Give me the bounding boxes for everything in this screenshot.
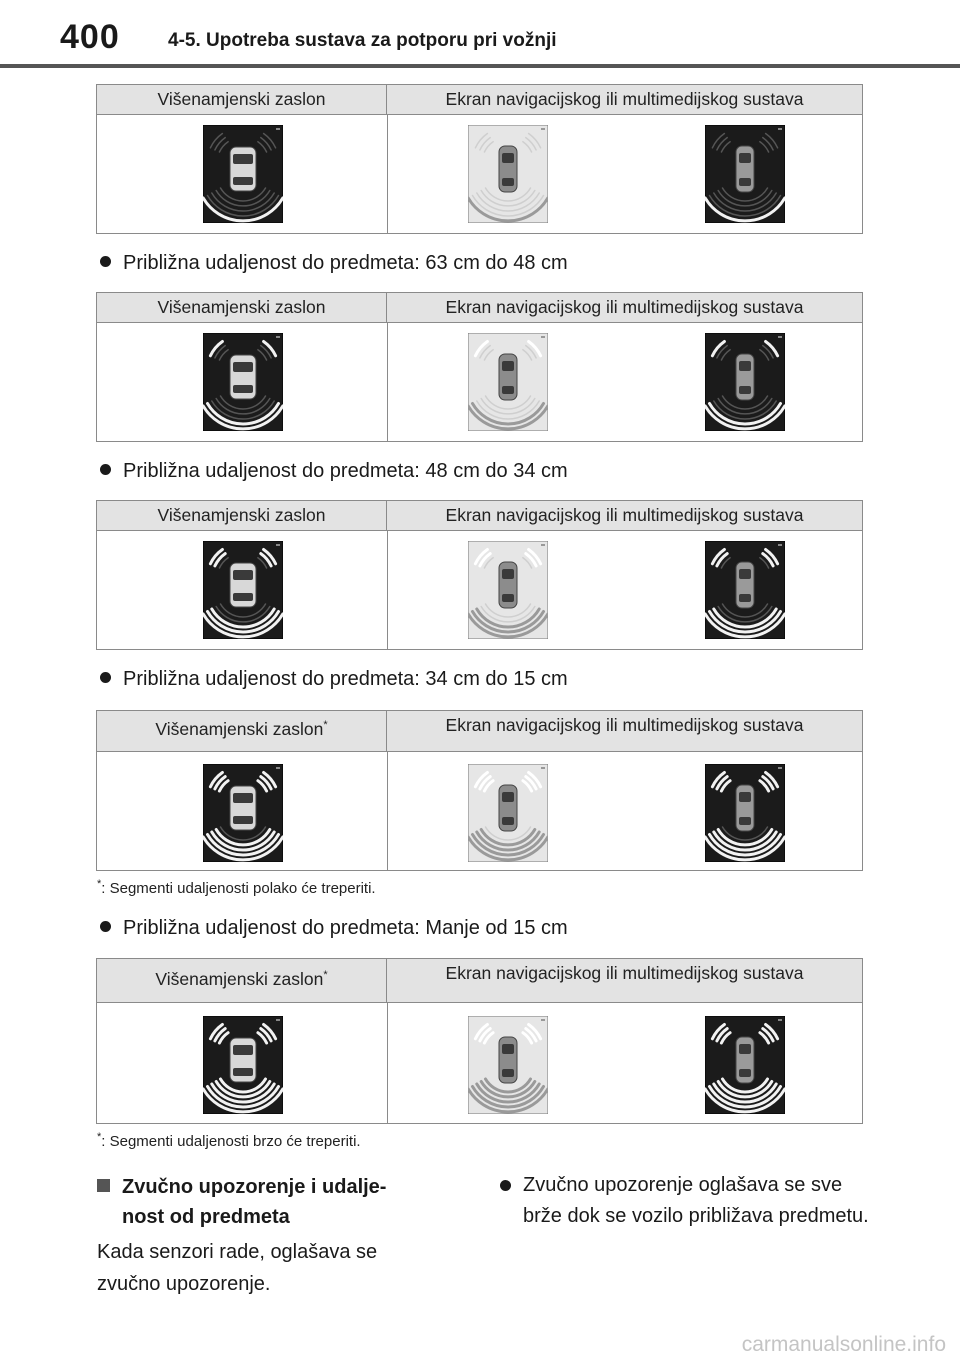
bullet-dot	[500, 1180, 511, 1191]
table-header-multi-display: Višenamjenski zaslon*	[97, 959, 387, 1002]
display-table-5	[96, 958, 863, 1124]
buzzer-bullet: Zvučno upozorenje oglašava se sve brže dok se vozilo približava predmetu.	[500, 1170, 880, 1232]
multi-display-image	[203, 125, 283, 223]
nav-dark-display-image	[705, 764, 785, 862]
table-header-multi-display: Višenamjenski zaslon	[97, 85, 387, 114]
nav-dark-display-image	[705, 333, 785, 431]
multi-display-image	[203, 333, 283, 431]
bullet-dot	[100, 672, 111, 683]
table-header-nav-display: Ekran navigacijskog ili multimedijskog sustava	[445, 89, 804, 109]
table-header-nav-display: Ekran navigacijskog ili multimedijskog sustava	[445, 715, 804, 735]
table-header-multi-display: Višenamjenski zaslon	[97, 501, 387, 530]
bullet-dot	[100, 921, 111, 932]
nav-dark-display-image	[705, 125, 785, 223]
footnote-slow-blink: *: Segmenti udaljenosti polako će treperiti.	[97, 878, 376, 897]
multi-display-image	[203, 764, 283, 862]
square-bullet-icon	[97, 1179, 110, 1192]
nav-light-display-image	[468, 1016, 548, 1114]
section-title: 4-5. Upotreba sustava za potporu pri vožnji	[168, 30, 557, 51]
distance-bullet-3: Približna udaljenost do predmeta: 34 cm do 15 cm	[100, 668, 568, 691]
table-header-multi-display: Višenamjenski zaslon	[97, 293, 387, 322]
page-header	[0, 0, 960, 66]
table-header-nav-display: Ekran navigacijskog ili multimedijskog sustava	[445, 963, 804, 983]
subsection-heading: Zvučno upozorenje i udalje- nost od predmeta	[97, 1172, 437, 1232]
distance-bullet-2: Približna udaljenost do predmeta: 48 cm do 34 cm	[100, 460, 568, 483]
watermark: carmanualsonline.info	[741, 1333, 946, 1356]
table-header-nav-display: Ekran navigacijskog ili multimedijskog sustava	[445, 505, 804, 525]
display-table-1	[96, 84, 863, 234]
bullet-dot	[100, 256, 111, 267]
nav-dark-display-image	[705, 541, 785, 639]
nav-light-display-image	[468, 125, 548, 223]
distance-bullet-4: Približna udaljenost do predmeta: Manje od 15 cm	[100, 917, 568, 940]
distance-bullet-1: Približna udaljenost do predmeta: 63 cm do 48 cm	[100, 252, 568, 275]
bullet-dot	[100, 464, 111, 475]
header-rule	[0, 64, 960, 68]
nav-light-display-image	[468, 333, 548, 431]
display-table-4	[96, 710, 863, 871]
table-header-multi-display: Višenamjenski zaslon*	[97, 711, 387, 751]
nav-light-display-image	[468, 541, 548, 639]
display-table-2	[96, 292, 863, 442]
table-header-nav-display: Ekran navigacijskog ili multimedijskog sustava	[445, 297, 804, 317]
display-table-3	[96, 500, 863, 650]
nav-light-display-image	[468, 764, 548, 862]
multi-display-image	[203, 1016, 283, 1114]
multi-display-image	[203, 541, 283, 639]
subsection-body: Kada senzori rade, oglašava se zvučno upozorenje.	[97, 1241, 378, 1295]
page-number: 400	[60, 18, 120, 56]
footnote-fast-blink: *: Segmenti udaljenosti brzo će treperiti.	[97, 1131, 361, 1150]
nav-dark-display-image	[705, 1016, 785, 1114]
